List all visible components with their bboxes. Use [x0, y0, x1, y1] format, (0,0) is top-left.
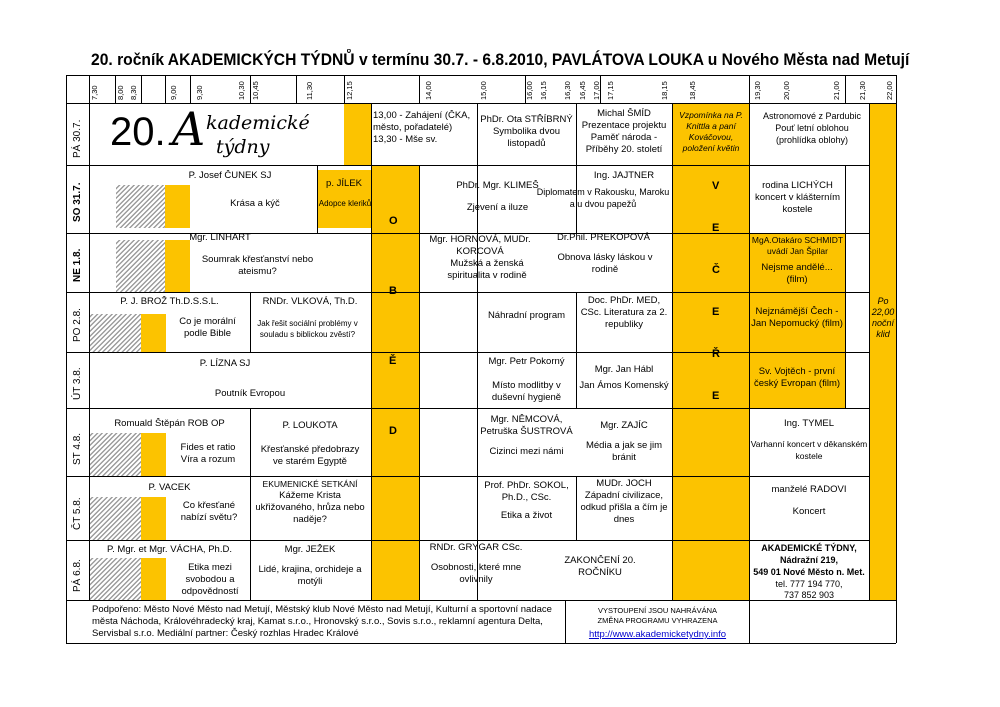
night-quiet-note: Po 22,00 noční klid — [871, 296, 895, 339]
lichy-cell: rodina LICHÝCH koncert v klášterním kostele — [755, 180, 840, 215]
time-label: 21,00 — [832, 81, 841, 100]
dinner-letter: E — [712, 222, 720, 234]
cunek-name: P. Josef ČUNEK SJ — [188, 170, 272, 181]
prekop-topic: Obnova lásky láskou v rodině — [557, 252, 653, 275]
vacha-name: P. Mgr. et Mgr. VÁCHA, Ph.D. — [107, 544, 232, 555]
logo-word1: kademické — [206, 112, 310, 134]
time-label: 17,15 — [606, 81, 615, 100]
klimes-name: PhDr. Mgr. KLIMEŠ — [456, 180, 539, 191]
vlkova-topic: Jak řešit sociální problémy v souladu s biblickou zvěstí? — [257, 319, 358, 339]
opening-cell: 13,00 - Zahájení (ČKA, město, pořadatelé) 13,30 - Mše sv. — [373, 110, 471, 145]
page-title: 20. ročník AKADEMICKÝCH TÝDNŮ v termínu 30.7. - 6.8.2010, PAVLÁTOVA LOUKA u Nového Města nad Metují — [91, 50, 910, 69]
loukota-topic: Křesťanské předobrazy ve starém Egyptě — [260, 444, 360, 467]
night-quiet-column — [869, 103, 896, 600]
day-label: ST 4.8. — [72, 432, 83, 465]
time-label: 10,30 — [237, 81, 246, 100]
pokorny-topic: Místo modlitby v duševní hygieně — [491, 380, 562, 403]
time-label: 16,00 — [525, 81, 534, 100]
prekop-name: Dr.Phil. PREKOPOVÁ — [557, 232, 650, 243]
time-label: 20,00 — [782, 81, 791, 100]
joch-topic: Západní civilizace, odkud přišla a čím je dnes — [580, 490, 668, 525]
time-label: 18,15 — [660, 81, 669, 100]
zajic-topic: Média a jak se jim bránit — [585, 440, 663, 463]
zajic-name: Mgr. ZAJÍC — [600, 420, 648, 431]
hornova-names: Mgr. HORNOVÁ, MUDr. KORCOVÁ — [429, 234, 531, 257]
hornova-topic: Mužská a ženská spiritualita v rodině — [447, 258, 527, 281]
lunch-column — [371, 165, 419, 600]
rob-name: Romuald Štěpán ROB OP — [114, 418, 225, 429]
hatch-block — [89, 497, 141, 540]
grygar-name: RNDr. GRYGAR CSc. — [429, 542, 523, 553]
yellow-break — [141, 497, 166, 540]
time-label: 12,15 — [345, 81, 354, 100]
time-label: 9,00 — [169, 85, 178, 100]
smid-cell: Michal ŠMÍD Prezentace projektu Paměť národa - Příběhy 20. století — [581, 108, 667, 155]
nemcova-names: Mgr. NĚMCOVÁ, Petruška ŠUSTROVÁ — [480, 414, 573, 437]
dinner-letter: E — [712, 390, 720, 402]
time-label: 15,00 — [479, 81, 488, 100]
hatch-block — [89, 314, 141, 352]
time-label: 22,00 — [885, 81, 894, 100]
vacek-topic: Co křesťané nabízí světu? — [180, 500, 238, 523]
vojtech-cell: Sv. Vojtěch - první český Evropan (film) — [753, 366, 841, 389]
hatch-block — [89, 433, 141, 476]
time-label: 9,30 — [195, 85, 204, 100]
jilek-name: p. JÍLEK — [326, 178, 362, 189]
jezek-name: Mgr. JEŽEK — [284, 544, 336, 555]
footer-note-changes: ZMĚNA PROGRAMU VYHRAZENA — [597, 616, 718, 625]
time-label: 11,30 — [305, 81, 314, 100]
day-label: PÁ 6.8. — [72, 559, 83, 592]
jilek-topic: Adopce kleriků — [318, 199, 372, 208]
hatch-block — [116, 240, 165, 292]
lizna-topic: Poutník Evropou — [214, 388, 286, 399]
time-label: 16,15 — [539, 81, 548, 100]
hatch-block — [116, 185, 165, 228]
joch-name: MUDr. JOCH — [596, 478, 652, 489]
radovi-name: manželé RADOVI — [771, 484, 847, 495]
time-label: 18,45 — [688, 81, 697, 100]
habl-topic: Jan Ámos Komenský — [579, 380, 669, 391]
day-label: PO 2.8. — [72, 308, 83, 342]
cunek-topic: Krása a kýč — [230, 198, 280, 209]
nahradni-cell: Náhradní program — [487, 310, 566, 321]
logo — [100, 102, 344, 163]
sokol-names: Prof. PhDr. SOKOL, Ph.D., CSc. — [484, 480, 569, 503]
time-label: 7,30 — [90, 85, 99, 100]
dinner-letter: Č — [712, 264, 720, 276]
yellow-break — [141, 558, 166, 600]
loukota-name: P. LOUKOTA — [282, 420, 338, 431]
jajtner-name: Ing. JAJTNER — [593, 170, 655, 181]
lizna-name: P. LÍZNA SJ — [199, 358, 251, 369]
contact-name: AKADEMICKÉ TÝDNY, — [761, 543, 857, 553]
dinner-letter: E — [712, 306, 720, 318]
time-label: 19,30 — [753, 81, 762, 100]
dinner-letter: V — [712, 180, 720, 192]
time-label: 10,45 — [251, 81, 260, 100]
radovi-topic: Koncert — [792, 506, 826, 517]
ekum-name: EKUMENICKÉ SETKÁNÍ — [262, 479, 358, 489]
logo-number: 20. — [110, 110, 166, 154]
day-label: NE 1.8. — [72, 248, 83, 282]
time-label: 14,00 — [424, 81, 433, 100]
time-label: 16,30 — [563, 81, 572, 100]
time-label: 16,45 — [578, 81, 587, 100]
schmidt-names: MgA.Otakáro SCHMIDT uvádí Jan Špilar — [751, 235, 844, 256]
klimes-topic: Zjevení a iluze — [466, 202, 529, 213]
stribrny-cell: PhDr. Ota STŘÍBRNÝ Symbolika dvou listopadů — [480, 114, 573, 149]
time-label: 8,30 — [129, 85, 138, 100]
footer-support: Podpořeno: Město Nové Město nad Metují, Městský klub Nové Město nad Metují, Kulturní a sportovní nadace města Náchoda, Královéhradecký kraj, Kamat s.r.o., Hronovský s.r.o., Sovis s.r.o., reklamní agentura Delta, Servisbal s.r.o. Mediální partner: Český rozhlas Hradec Králové — [92, 604, 552, 639]
footer-note-recorded: VYSTOUPENÍ JSOU NAHRÁVÁNA — [597, 606, 718, 615]
habl-name: Mgr. Jan Hábl — [594, 364, 654, 375]
lunch-letter: Ě — [389, 355, 397, 367]
yellow-break — [165, 240, 190, 292]
linhart-topic: Soumrak křesťanství nebo ateismu? — [201, 254, 314, 277]
nemcova-topic: Cizinci mezi námi — [489, 446, 564, 457]
nepomuk-cell: Nejznámější Čech - Jan Nepomucký (film) — [751, 306, 843, 329]
time-label: 17,00 — [592, 81, 601, 100]
vacek-name: P. VACEK — [148, 482, 191, 493]
time-label: 8,00 — [116, 85, 125, 100]
logo-capital: A — [172, 102, 206, 156]
jajtner-topic: Diplomatem v Rakousku, Maroku a u dvou papežů — [536, 187, 670, 209]
grygar-topic: Osobnosti, které mne ovlivnily — [430, 562, 522, 585]
contact-tel: tel. 777 194 770, — [775, 579, 843, 589]
contact-tel2: 737 852 903 — [783, 590, 835, 600]
broz-name: P. J. BROŽ Th.D.S.S.L. — [120, 296, 219, 307]
zakonceni-cell: ZAKONČENÍ 20. ROČNÍKU — [564, 555, 636, 578]
hatch-block — [89, 558, 141, 600]
knittl-cell: Vzpomínka na P. Knittla a paní Kováčovou, položení květin — [679, 110, 743, 153]
linhart-name: Mgr. LINHART — [189, 232, 251, 243]
contact-street: Nádražní 219, — [779, 555, 839, 565]
sokol-topic: Etika a život — [500, 510, 553, 521]
yellow-break — [141, 433, 166, 476]
footer-website-link[interactable]: http://www.akademicketydny.info — [588, 629, 727, 640]
logo-word2: týdny — [216, 136, 270, 158]
broz-topic: Co je morální podle Bible — [179, 316, 236, 339]
schmidt-topic: Nejsme andělé... (film) — [761, 262, 833, 285]
tymel-name: Ing. TYMEL — [784, 418, 834, 429]
day-label: SO 31.7. — [72, 182, 83, 222]
astro-cell: Astronomové z Pardubic Pouť letní oblohou (prohlídka oblohy) — [762, 111, 862, 145]
contact-city: 549 01 Nové Město n. Met. — [753, 567, 865, 577]
dinner-letter: Ř — [712, 348, 720, 360]
day-label: PÁ 30.7. — [72, 119, 83, 158]
tymel-topic: Varhanní koncert v děkanském kostele — [750, 439, 868, 461]
yellow-break — [141, 314, 166, 352]
pokorny-name: Mgr. Petr Pokorný — [488, 356, 565, 367]
yellow-break — [165, 185, 190, 228]
day-label: ÚT 3.8. — [72, 367, 83, 400]
time-label: 21,30 — [858, 81, 867, 100]
vlkova-name: RNDr. VLKOVÁ, Th.D. — [262, 296, 358, 307]
lunch-letter: D — [389, 425, 397, 437]
rob-topic: Fides et ratio Víra a rozum — [180, 442, 236, 465]
yellow-break — [344, 103, 371, 165]
med-cell: Doc. PhDr. MED, CSc. Literatura za 2. republiky — [580, 295, 668, 330]
lunch-letter: O — [389, 215, 398, 227]
day-label: ČT 5.8. — [72, 497, 83, 530]
jezek-topic: Lidé, krajina, orchideje a motýli — [258, 564, 362, 587]
ekum-topic: Kážeme Krista ukřižovaného, hrůza nebo naděje? — [255, 490, 365, 525]
vacha-topic: Etika mezi svobodou a odpovědností — [181, 562, 239, 597]
lunch-letter: B — [389, 285, 397, 297]
